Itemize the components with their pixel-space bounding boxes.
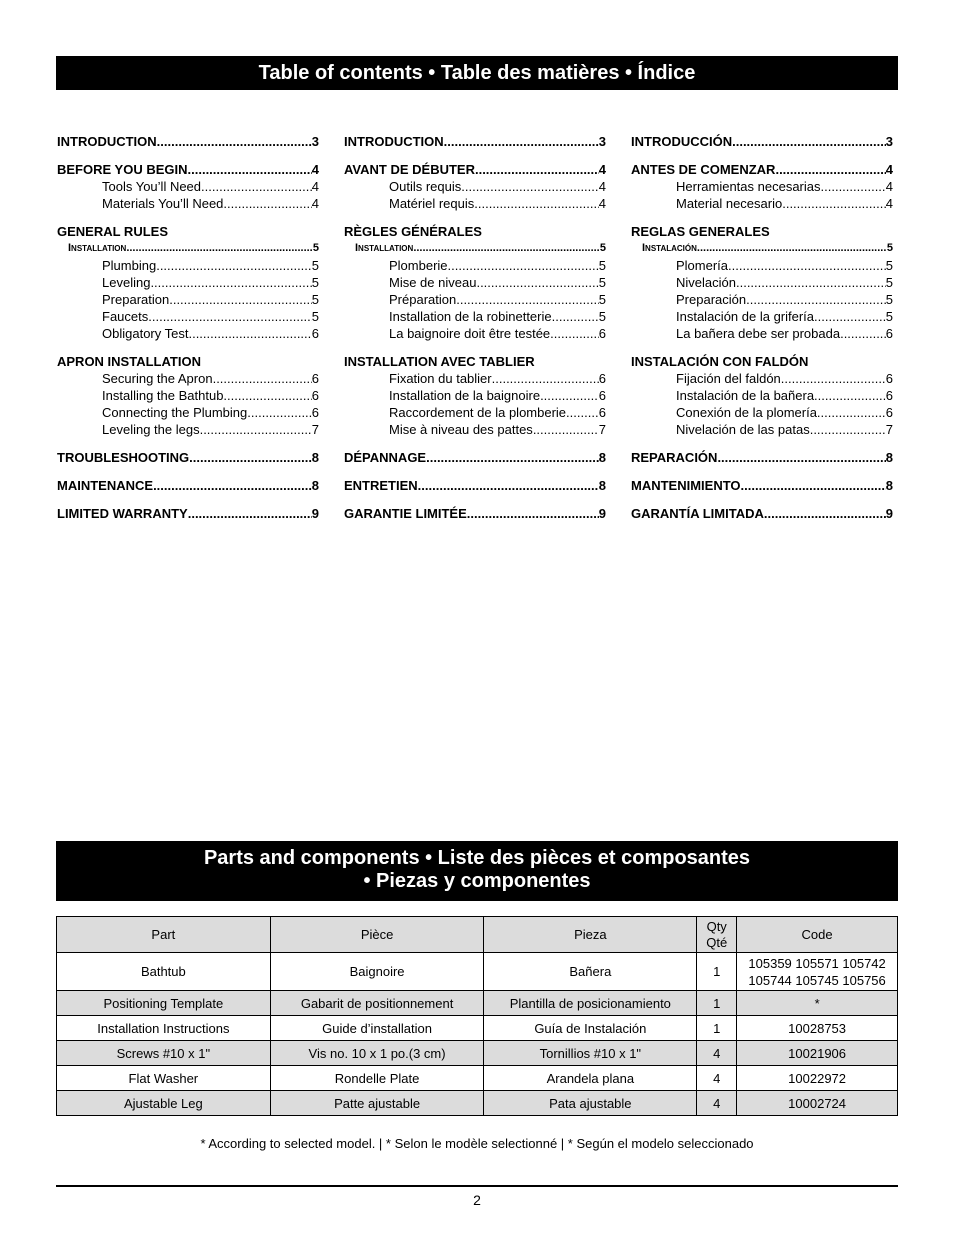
toc-page-number: 4 [311,196,319,211]
toc-entry-title: Herramientas necesarias [676,179,821,194]
toc-dot-leader [817,404,886,421]
toc-dot-leader [188,325,311,342]
toc-subentry[interactable] [344,291,606,308]
toc-spacer [57,494,319,505]
table-row [57,1016,898,1041]
toc-entry[interactable] [631,133,893,150]
toc-dot-leader [223,387,311,404]
toc-entry-title: INSTALLATION AVEC TABLIER [344,354,535,369]
toc-column-english [57,133,319,522]
table-cell: 10028753 [737,1016,898,1041]
toc-entry-title: INTRODUCTION [344,134,444,149]
table-row [57,1041,898,1066]
table-cell: Bathtub [57,953,271,991]
table-cell: Gabarit de positionnement [270,991,484,1016]
table-cell: Pata ajustable [484,1091,697,1116]
toc-dot-leader [550,325,599,342]
toc-page-number: 5 [885,309,893,324]
toc-title: Table of contents • Table des matières • Índice [258,62,696,84]
toc-page-number: 4 [885,162,893,177]
parts-table-header-cell: Pièce [270,917,484,953]
toc-subentry[interactable] [57,291,319,308]
toc-entry-title: Installation de la baignoire [389,388,541,403]
toc-subentry[interactable] [631,257,893,274]
toc-entry-title: Installation de la robinetterie [389,309,552,324]
toc-page-number: 4 [885,179,893,194]
toc-dot-leader [775,161,885,178]
table-cell: 10002724 [737,1091,898,1116]
toc-entry[interactable] [57,505,319,522]
table-cell: Patte ajustable [270,1091,484,1116]
toc-entry[interactable] [57,161,319,178]
toc-column-french [344,133,606,522]
toc-dot-leader [153,477,312,494]
toc-page-number: 5 [598,309,606,324]
toc-page-number: 5 [311,292,319,307]
toc-entry[interactable] [344,353,606,370]
table-cell: 1 [697,953,737,991]
toc-subentry[interactable] [631,274,893,291]
toc-page-number: 4 [311,162,319,177]
toc-dot-leader [213,370,312,387]
toc-dot-leader [840,325,886,342]
toc-subentry[interactable] [631,178,893,195]
toc-spacer [344,494,606,505]
toc-subentry[interactable] [57,274,319,291]
parts-table-header-cell: Part [57,917,271,953]
toc-page-number: 8 [885,450,893,465]
toc-subentry[interactable] [57,257,319,274]
toc-entry-title: Conexión de la plomería [676,405,817,420]
toc-dot-leader [126,240,313,257]
toc-entry-title: Securing the Apron [102,371,213,386]
toc-dot-leader [492,370,599,387]
toc-dot-leader [552,308,599,325]
toc-entry[interactable] [57,353,319,370]
toc-entry-title: REPARACIÓN [631,450,718,465]
toc-spacer [631,494,893,505]
table-row [57,991,898,1016]
toc-dot-leader [736,274,886,291]
toc-spacer [57,150,319,161]
toc-entry-title: REGLAS GENERALES [631,224,770,239]
table-cell: Screws #10 x 1" [57,1041,271,1066]
toc-subentry[interactable] [631,370,893,387]
toc-subentry[interactable] [344,325,606,342]
toc-page-number: 6 [311,405,319,420]
table-cell: * [737,991,898,1016]
toc-entry-title: TROUBLESHOOTING [57,450,190,465]
toc-entry[interactable] [344,223,606,240]
page-number: 2 [473,1192,481,1208]
table-cell: 105359 105571 105742 105744 105745 105756 [737,953,898,991]
toc-dot-leader [448,257,599,274]
toc-subentry[interactable] [631,195,893,212]
toc-spacer [631,342,893,353]
toc-dot-leader [223,195,311,212]
table-cell: 1 [697,991,737,1016]
toc-dot-leader [150,274,311,291]
toc-page-number: 9 [311,506,319,521]
toc-dot-leader [746,291,886,308]
toc-spacer [631,150,893,161]
toc-subentry[interactable] [631,387,893,404]
toc-page-number: 3 [885,134,893,149]
table-cell: Bañera [484,953,697,991]
table-cell: Guía de Instalación [484,1016,697,1041]
toc-page-number: 7 [598,422,606,437]
toc-page-number: 4 [598,179,606,194]
toc-dot-leader [413,240,600,257]
toc-page-number: 5 [311,275,319,290]
parts-table-header-row [57,917,898,953]
toc-subentry[interactable] [631,404,893,421]
toc-dot-leader [697,240,887,257]
toc-dot-leader [456,291,599,308]
toc-entry[interactable] [631,223,893,240]
toc-entry-title: Préparation [389,292,457,307]
toc-subentry[interactable] [631,308,893,325]
toc-dot-leader [566,404,599,421]
toc-entry-title: Fixation du tablier [389,371,492,386]
toc-spacer [344,342,606,353]
toc-subentry[interactable] [631,325,893,342]
toc-page-number: 6 [885,405,893,420]
table-cell: 1 [697,1016,737,1041]
toc-entry-title: ENTRETIEN [344,478,418,493]
toc-page-number: 9 [885,506,893,521]
toc-entry[interactable] [631,240,893,257]
toc-dot-leader [467,505,599,522]
toc-dot-leader [188,161,312,178]
toc-entry-title: Outils requis [389,179,462,194]
table-cell: Baignoire [270,953,484,991]
toc-entry[interactable] [631,505,893,522]
toc-dot-leader [814,387,886,404]
toc-dot-leader [732,133,886,150]
toc-entry-title: Installation [355,242,414,254]
toc-entry[interactable] [344,161,606,178]
toc-entry-title: Fijación del faldón [676,371,781,386]
toc-subentry[interactable] [57,404,319,421]
toc-dot-leader [474,195,599,212]
footer-rule [56,1185,898,1187]
table-row [57,953,898,991]
toc-page-number: 6 [598,326,606,341]
toc-dot-leader [156,257,312,274]
toc-page-number: 5 [312,242,319,254]
toc-page-number: 6 [885,326,893,341]
toc-page-number: 5 [885,292,893,307]
toc-page-number: 5 [599,242,606,254]
table-cell: Rondelle Plate [270,1066,484,1091]
toc-entry-title: LIMITED WARRANTY [57,506,188,521]
toc-entry-title: Installing the Bathtub [102,388,224,403]
toc-page-number: 6 [311,371,319,386]
toc-entry-title: Preparación [676,292,747,307]
toc-subentry[interactable] [344,370,606,387]
toc-entry-title: GARANTIE LIMITÉE [344,506,467,521]
table-cell: Vis no. 10 x 1 po.(3 cm) [270,1041,484,1066]
toc-entry-title: Plumbing [102,258,157,273]
toc-entry[interactable] [631,477,893,494]
table-cell: Flat Washer [57,1066,271,1091]
toc-entry[interactable] [344,477,606,494]
toc-page-number: 5 [311,258,319,273]
toc-dot-leader [782,195,886,212]
toc-entry-title: Plomería [676,258,729,273]
table-cell: Guide d’installation [270,1016,484,1041]
toc-entry[interactable] [57,477,319,494]
toc-page-number: 4 [598,162,606,177]
toc-dot-leader [814,308,886,325]
toc-entry-title: Nivelación de las patas [676,422,810,437]
toc-page-number: 4 [885,196,893,211]
toc-page-number: 4 [311,179,319,194]
toc-page-number: 6 [311,388,319,403]
toc-dot-leader [247,404,312,421]
toc-page-number: 5 [598,275,606,290]
toc-spacer [344,150,606,161]
toc-entry[interactable] [344,240,606,257]
table-cell: Arandela plana [484,1066,697,1091]
toc-subentry[interactable] [344,257,606,274]
toc-dot-leader [810,421,886,438]
parts-table-header-cell: Qty Qté [697,917,737,953]
toc-entry-title: La bañera debe ser probada [676,326,841,341]
toc-entry[interactable] [631,161,893,178]
toc-entry-title: GENERAL RULES [57,224,168,239]
toc-dot-leader [418,477,599,494]
toc-column-spanish [631,133,893,522]
toc-entry-title: Leveling [102,275,151,290]
toc-dot-leader [540,387,599,404]
toc-spacer [344,212,606,223]
toc-page-number: 6 [885,388,893,403]
toc-entry-title: MAINTENANCE [57,478,154,493]
toc-entry-title: Preparation [102,292,170,307]
toc-spacer [57,212,319,223]
toc-subentry[interactable] [344,308,606,325]
table-cell: 4 [697,1041,737,1066]
toc-dot-leader [426,449,599,466]
toc-entry-title: Installation [68,242,127,254]
toc-dot-leader [200,421,312,438]
toc-title-banner [56,56,898,90]
toc-page-number: 6 [598,388,606,403]
toc-page-number: 3 [311,134,319,149]
toc-entry[interactable] [57,449,319,466]
toc-page-number: 8 [885,478,893,493]
toc-page-number: 8 [598,478,606,493]
table-cell: Ajustable Leg [57,1091,271,1116]
toc-spacer [57,466,319,477]
toc-page-number: 7 [311,422,319,437]
toc-subentry[interactable] [344,421,606,438]
toc-entry-title: Material necesario [676,196,783,211]
toc-spacer [631,438,893,449]
toc-entry[interactable] [57,133,319,150]
toc-subentry[interactable] [57,178,319,195]
toc-page-number: 6 [311,326,319,341]
toc-subentry[interactable] [57,195,319,212]
toc-subentry[interactable] [344,404,606,421]
toc-page-number: 5 [886,242,893,254]
parts-table-body [57,953,898,1116]
toc-subentry[interactable] [344,195,606,212]
table-cell: Plantilla de posicionamiento [484,991,697,1016]
toc-dot-leader [764,505,886,522]
toc-dot-leader [717,449,885,466]
toc-dot-leader [475,161,599,178]
toc-entry-title: INTRODUCTION [57,134,157,149]
toc-page-number: 6 [885,371,893,386]
parts-title-line-2: • Piezas y componentes [363,870,591,892]
toc-spacer [631,212,893,223]
toc-page-number: 5 [311,309,319,324]
toc-entry-title: Tools You’ll Need [102,179,202,194]
toc-entry[interactable] [57,223,319,240]
toc-entry[interactable] [344,505,606,522]
toc-entry-title: INSTALACIÓN CON FALDÓN [631,354,809,369]
toc-entry[interactable] [631,353,893,370]
toc-page-number: 5 [885,258,893,273]
toc-entry-title: INTRODUCCIÓN [631,134,733,149]
toc-page-number: 6 [598,371,606,386]
toc-dot-leader [188,505,312,522]
toc-dot-leader [444,133,599,150]
toc-page-number: 8 [311,450,319,465]
toc-entry-title: La baignoire doit être testée [389,326,551,341]
toc-page-number: 8 [598,450,606,465]
toc-entry[interactable] [344,449,606,466]
toc-entry-title: Raccordement de la plomberie [389,405,567,420]
toc-dot-leader [461,178,599,195]
toc-subentry[interactable] [631,421,893,438]
toc-entry-title: Obligatory Test [102,326,189,341]
toc-entry-title: MANTENIMIENTO [631,478,741,493]
toc-subentry[interactable] [344,178,606,195]
toc-subentry[interactable] [57,387,319,404]
parts-table-header-cell: Pieza [484,917,697,953]
toc-spacer [57,342,319,353]
toc-entry[interactable] [57,240,319,257]
toc-page-number: 3 [598,134,606,149]
toc-page-number: 9 [598,506,606,521]
toc-spacer [344,438,606,449]
toc-subentry[interactable] [631,291,893,308]
toc-page-number: 4 [598,196,606,211]
toc-dot-leader [728,257,886,274]
table-cell: 10021906 [737,1041,898,1066]
parts-title-line-1: Parts and components • Liste des pièces et composantes [203,847,751,869]
toc-page-number: 5 [885,275,893,290]
table-cell: 4 [697,1066,737,1091]
parts-table-header-cell: Code [737,917,898,953]
footnote: * According to selected model. | * Selon le modèle selectionné | * Según el modelo seleccionado [200,1136,754,1151]
table-cell: 4 [697,1091,737,1116]
parts-title-banner [56,841,898,901]
toc-page-number: 5 [598,258,606,273]
toc-subentry[interactable] [57,325,319,342]
toc-dot-leader [157,133,312,150]
toc-subentry[interactable] [57,308,319,325]
toc-dot-leader [741,477,886,494]
toc-entry-title: RÈGLES GÉNÉRALES [344,224,482,239]
toc-dot-leader [148,308,312,325]
toc-subentry[interactable] [57,421,319,438]
toc-entry-title: Mise à niveau des pattes [389,422,533,437]
toc-dot-leader [189,449,312,466]
table-cell: Positioning Template [57,991,271,1016]
toc-subentry[interactable] [344,274,606,291]
toc-dot-leader [476,274,598,291]
toc-dot-leader [169,291,312,308]
toc-entry-title: Leveling the legs [102,422,200,437]
toc-spacer [631,466,893,477]
toc-entry-title: BEFORE YOU BEGIN [57,162,188,177]
parts-table [56,916,898,1116]
toc-entry-title: Faucets [102,309,149,324]
table-row [57,1066,898,1091]
toc-page-number: 5 [598,292,606,307]
toc-entry-title: Plomberie [389,258,448,273]
toc-entry-title: DÉPANNAGE [344,450,427,465]
toc-entry-title: AVANT DE DÉBUTER [344,162,475,177]
toc-entry[interactable] [344,133,606,150]
toc-subentry[interactable] [57,370,319,387]
toc-page-number: 8 [311,478,319,493]
toc-spacer [344,466,606,477]
toc-dot-leader [821,178,886,195]
toc-entry-title: Instalación de la bañera [676,388,815,403]
table-cell: Tornillios #10 x 1" [484,1041,697,1066]
table-row [57,1091,898,1116]
toc-spacer [57,438,319,449]
toc-dot-leader [781,370,886,387]
toc-entry-title: GARANTÍA LIMITADA [631,506,764,521]
toc-entry-title: Mise de niveau [389,275,477,290]
toc-page-number: 6 [598,405,606,420]
toc-entry-title: Connecting the Plumbing [102,405,248,420]
toc-dot-leader [533,421,599,438]
toc-subentry[interactable] [344,387,606,404]
toc-dot-leader [201,178,312,195]
table-cell: Installation Instructions [57,1016,271,1041]
toc-entry[interactable] [631,449,893,466]
toc-entry-title: Instalación de la grifería [676,309,815,324]
toc-entry-title: Instalación [642,242,697,254]
toc-entry-title: Nivelación [676,275,736,290]
toc-entry-title: APRON INSTALLATION [57,354,201,369]
table-cell: 10022972 [737,1066,898,1091]
toc-entry-title: Materials You’ll Need [102,196,224,211]
toc-entry-title: Matériel requis [389,196,475,211]
toc-entry-title: ANTES DE COMENZAR [631,162,776,177]
toc-page-number: 7 [885,422,893,437]
